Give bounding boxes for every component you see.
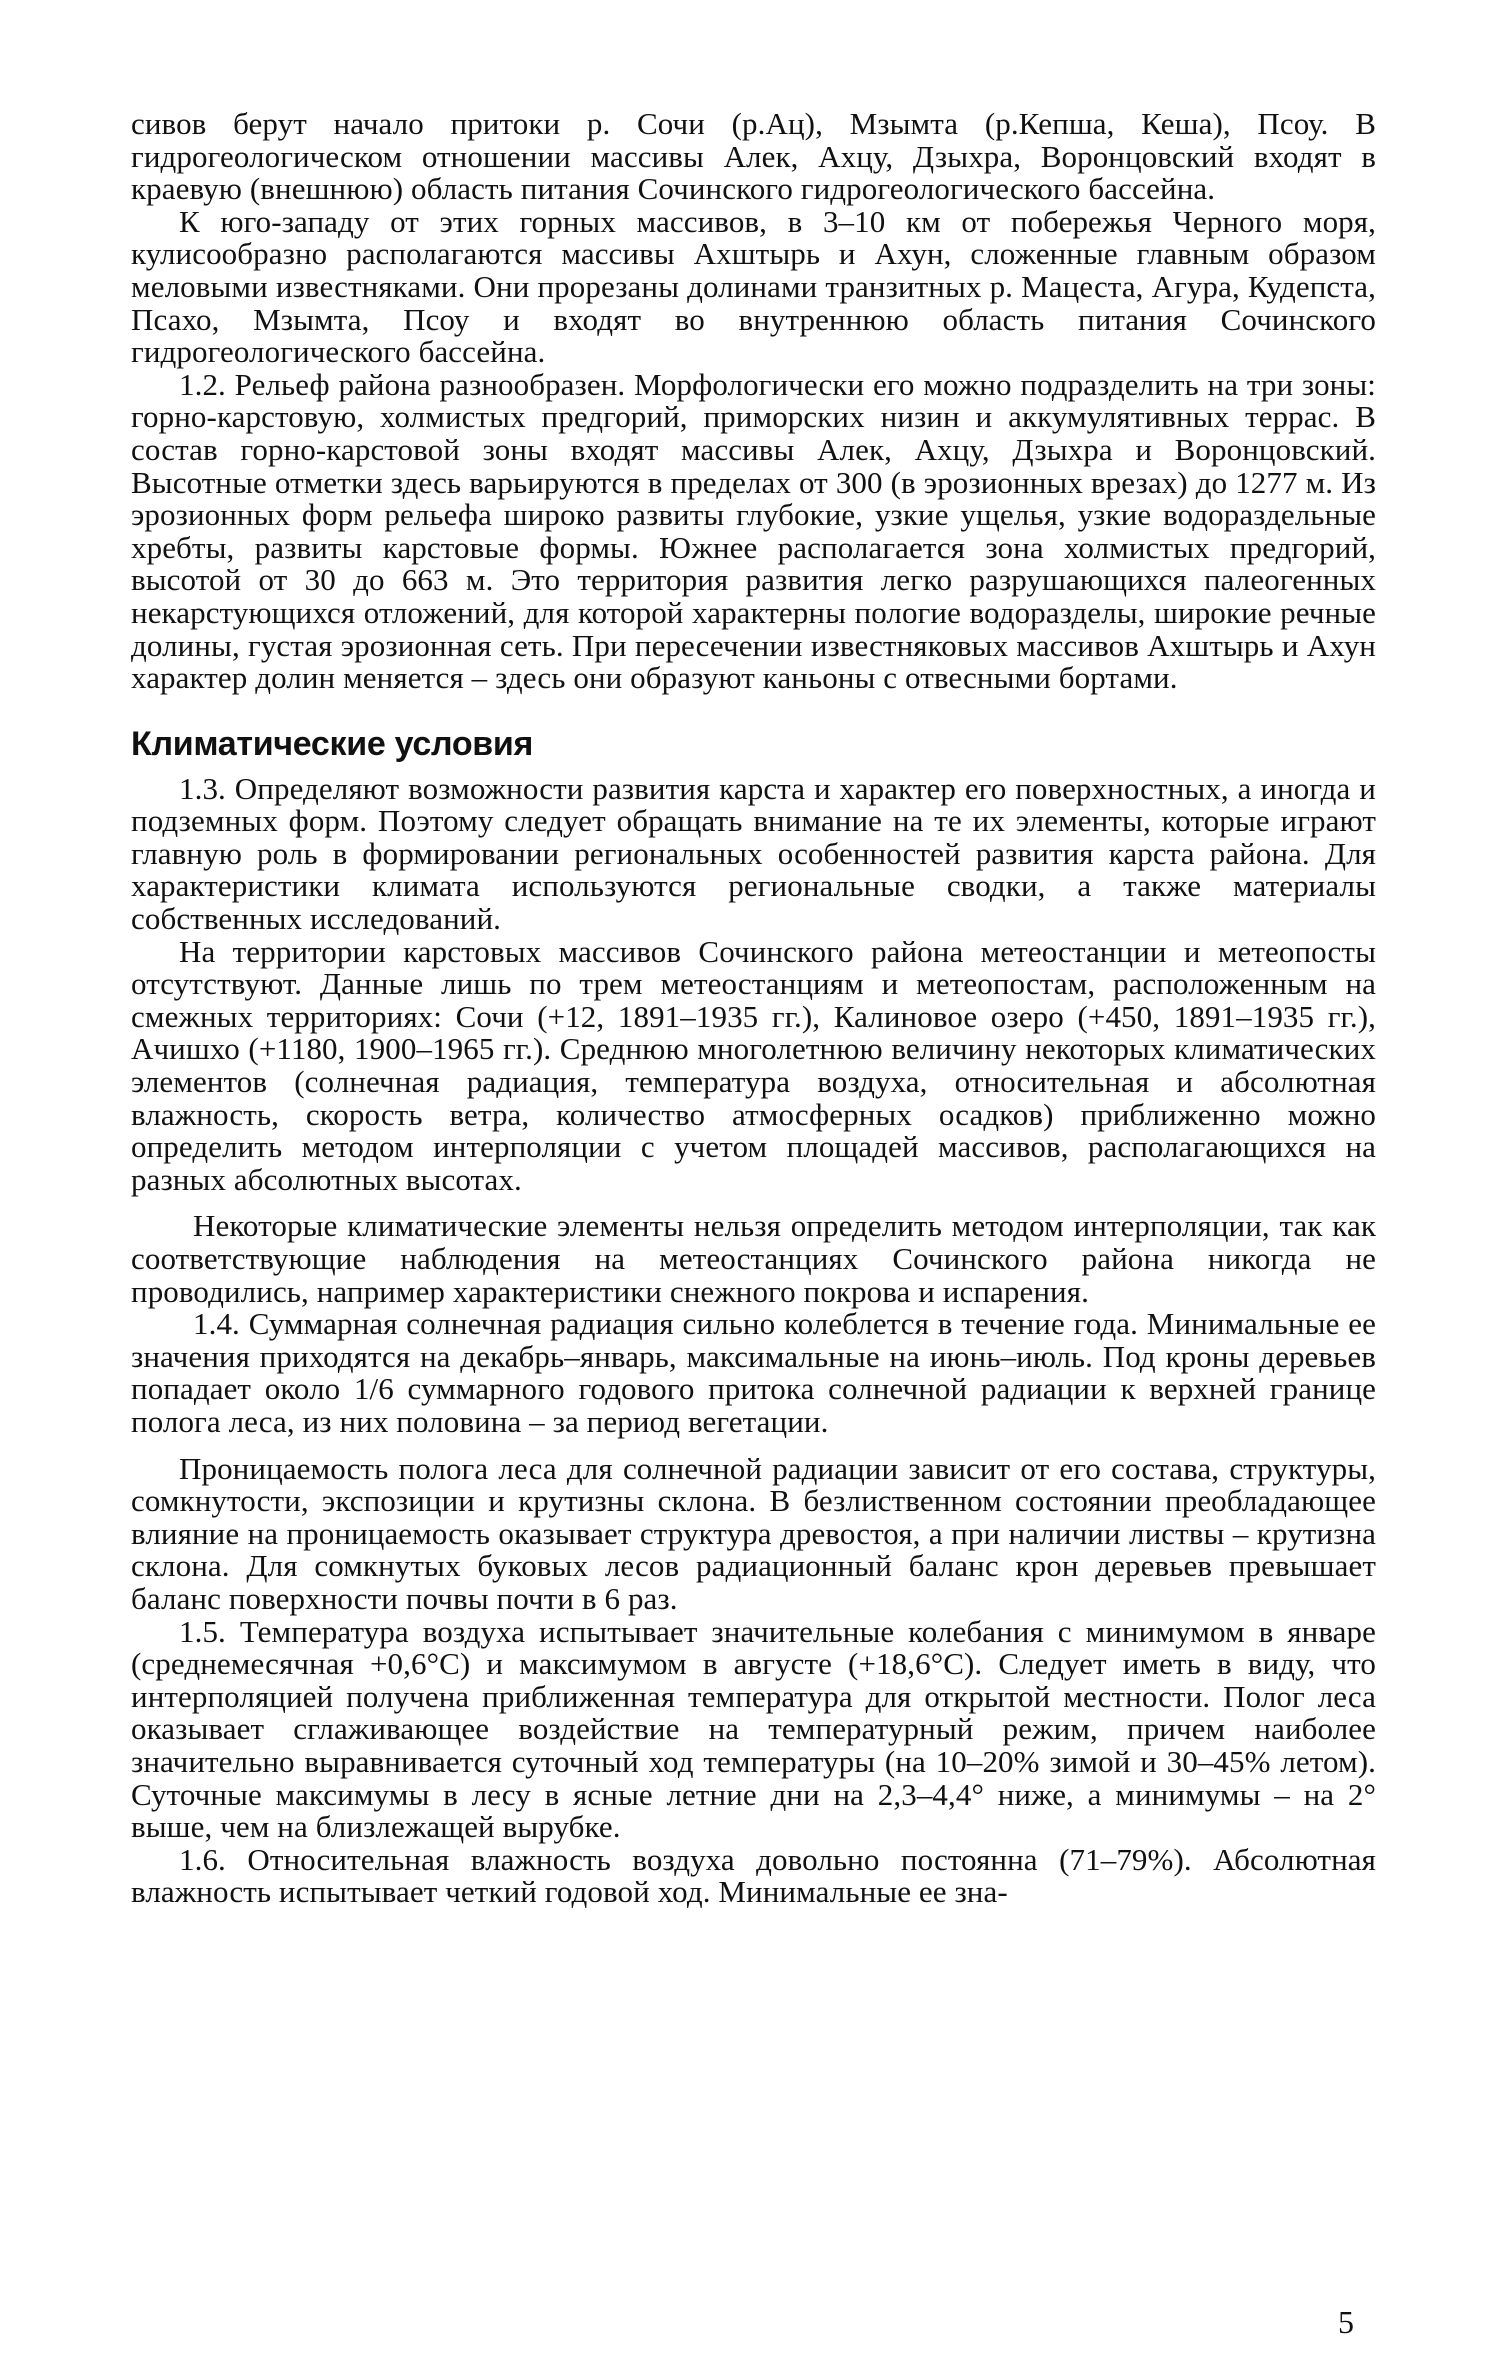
body-text (131, 108, 1376, 1909)
paragraph-weather-stations: На территории карстовых массивов Сочинского района метеостанции и метеопосты отсутствуют. Данные лишь по трем метеостанциям и метеопостам, расположенным на смежных территориях: Сочи (+12, 1891–1935 гг.), Калиновое озеро (+450, 1891–1935 гг.), Ачишхо (+1180, 1900–1965 гг.). Среднюю многолетнюю величину некоторых климатических элементов (солнечная радиация, температура воздуха, относительная и абсолютная влажность, скорость ветра, количество атмосферных осадков) приближенно можно определить методом интерполяции с учетом площадей массивов, располагающихся на разных абсолютных высотах. (131, 933, 1376, 1197)
page-number: 5 (1338, 2304, 1354, 2340)
paragraph-continuation: сивов берут начало притоки р. Сочи (р.Ац), Мзымта (р.Кепша, Кеша), Псоу. В гидрогеологическом отношении массивы Алек, Ахцу, Дзыхра, Воронцовский входят в краевую (внешнюю) область питания Сочинского гидрогеологического бассейна. (131, 106, 1376, 207)
section-heading-climate: Климатические условия (131, 724, 534, 763)
paragraph-interpolation: Некоторые климатические элементы нельзя определить методом интерполяции, так как соответствующие наблюдения на метеостанциях Сочинского района никогда не проводились, например характеристики снежного покрова и испарения. (131, 1208, 1376, 1309)
paragraph-1-4-radiation: 1.4. Суммарная солнечная радиация сильно колеблется в течение года. Минимальные ее значения приходятся на декабрь–январь, максимальные на июнь–июль. Под кроны деревьев попадает около 1/6 суммарного годового притока солнечной радиации к верхней границе полога леса, из них половина – за период вегетации. (131, 1306, 1376, 1439)
paragraph-1-6-humidity: 1.6. Относительная влажность воздуха довольно постоянна (71–79%). Абсолютная влажность испытывает четкий годовой ход. Минимальные ее зна- (131, 1841, 1376, 1910)
paragraph-canopy-permeability: Проницаемость полога леса для солнечной радиации зависит от его состава, структуры, сомкнутости, экспозиции и крутизны склона. В безлиственном состоянии преобладающее влияние на проницаемость оказывает структура древостоя, а при наличии листвы – крутизна склона. Для сомкнутых буковых лесов радиационный баланс крон деревьев превышает баланс поверхности почвы почти в 6 раз. (131, 1450, 1376, 1616)
paragraph-massifs-southwest: К юго-западу от этих горных массивов, в 3–10 км от побережья Черного моря, кулисообразно располагаются массивы Ахштырь и Ахун, сложенные главным образом меловыми известняками. Они прорезаны долинами транзитных р. Мацеста, Агура, Кудепста, Псахо, Мзымта, Псоу и входят во внутреннюю область питания Сочинского гидрогеологического бассейна. (131, 203, 1376, 370)
paragraph-relief: 1.2. Рельеф района разнообразен. Морфологически его можно подразделить на три зоны: горно-карстовую, холмистых предгорий, приморских низин и аккумулятивных террас. В состав горно-карстовой зоны входят массивы Алек, Ахцу, Дзыхра и Воронцовский. Высотные отметки здесь варьируются в пределах от 300 (в эрозионных врезах) до 1277 м. Из эрозионных форм рельефа широко развиты глубокие, узкие ущелья, узкие водораздельные хребты, развиты карстовые формы. Южнее располагается зона холмистых предгорий, высотой от 30 до 663 м. Это территория развития легко разрушающихся палеогенных некарстующихся отложений, для которой характерны пологие водоразделы, широкие речные долины, густая эрозионная сеть. При пересечении известняковых массивов Ахштырь и Ахун характер долин меняется – здесь они образуют каньоны с отвесными бортами. (131, 366, 1376, 696)
paragraph-1-3: 1.3. Определяют возможности развития карста и характер его поверхностных, а иногда и подземных форм. Поэтому следует обращать внимание на те их элементы, которые играют главную роль в формировании региональных особенностей развития карста района. Для характеристики климата используются региональные сводки, а также материалы собственных исследований. (131, 770, 1376, 937)
paragraph-1-5-temperature: 1.5. Температура воздуха испытывает значительные колебания с минимумом в январе (среднемесячная +0,6°С) и максимумом в августе (+18,6°С). Следует иметь в виду, что интерполяцией получена приближенная температура для открытой местности. Полог леса оказывает сглаживающее воздействие на температурный режим, причем наиболее значительно выравнивается суточный ход температуры (на 10–20% зимой и 30–45% летом). Суточные максимумы в лесу в ясные летние дни на 2,3–4,4° ниже, а минимумы – на 2° выше, чем на близлежащей вырубке. (131, 1613, 1376, 1845)
